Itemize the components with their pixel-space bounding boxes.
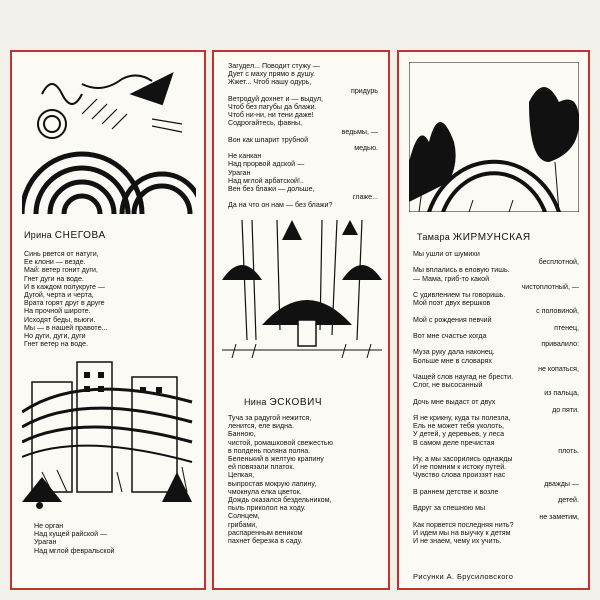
poem-line: Банною, [228, 430, 256, 439]
poem-line: Да на что он нам — без блажи? [228, 201, 333, 210]
column-snegova [10, 50, 206, 590]
poem-line: Я не крикну, куда ты полезла, [413, 414, 511, 423]
poem-line: Мой с рождения певчий [413, 315, 492, 324]
poem-line: У детей, у деревьев, у леса [413, 430, 505, 439]
illustration-storm-city [22, 352, 196, 502]
poem-text-2 [34, 522, 204, 555]
poem-line: И не помним к истоку путей. [413, 463, 507, 472]
poem-line: — Мама, гриб-то какой [413, 274, 490, 283]
author-first-name: Тамара [417, 232, 451, 242]
poem-line: Вдруг за спешною мы [413, 504, 486, 513]
poem-line: Дугой, черта и черта, [24, 291, 94, 300]
poem-line: Мы ушли от шумихи [413, 250, 480, 258]
poem-line: Мой поэт двух вершков [413, 299, 491, 308]
poem-line: Мы — в нашей правоте... [24, 323, 108, 332]
poem-line: бесплотной, [538, 258, 579, 267]
poem-line: Жжет... Чтоб нашу одурь, [228, 78, 312, 87]
poem-line: ленится, еле видна. [228, 422, 294, 431]
poem-line: грибами, [228, 520, 258, 529]
poem-line: пыль приколол на ходу. [228, 504, 306, 513]
poem-line: распаренным веником [228, 528, 303, 537]
author-last-name: ЭСКОВИЧ [269, 397, 323, 408]
poem-line: Туча за радугой нежится, [228, 414, 312, 422]
poem-line: Ель не может тебя уколоть, [413, 422, 504, 431]
poem-line: Муза руку дала наконец. [413, 348, 495, 357]
poem-line: из пальца, [544, 389, 579, 398]
author-name [24, 230, 106, 241]
poem-line: глаже... [352, 193, 378, 202]
poem-line: не заметим, [539, 512, 579, 521]
poem-line: чистой, ромашковой свежестью [228, 438, 333, 447]
poem-line: Май: ветер гонит дуги, [24, 266, 98, 275]
poem-line: Содрогайтесь, фавны, [228, 119, 303, 128]
poem-line: Гнет ветер на воде. [24, 340, 89, 349]
poem-line: пахнет березка в саду. [228, 537, 303, 546]
poem-line: Над мглой арбатской!.. [228, 176, 304, 185]
poem-line: Чтоб без пагубы да блажи. [228, 103, 317, 112]
poem-line: медью. [354, 144, 378, 153]
poem-line: с половиной, [536, 307, 579, 316]
poem-line: Больше мне в словарях [413, 356, 492, 365]
poem-line: В раннем детстве и возле [413, 487, 499, 496]
poem-line: Цепкая, [228, 471, 255, 480]
poem-line: Над мглой февральской [34, 546, 115, 555]
author-last-name: ЖИРМУНСКАЯ [452, 232, 531, 243]
poem-line: придурь [351, 86, 378, 95]
author-first-name: Ирина [24, 230, 52, 240]
poem-line: ей повязали платок. [228, 463, 295, 472]
author-name [244, 397, 322, 408]
poem-line: Мы вплались в еловую тишь. [413, 266, 510, 275]
illustration-rainbow-trees [409, 62, 579, 212]
poem-line: Над кущей райской — [34, 530, 108, 539]
poem-line: детей. [558, 496, 579, 505]
poem-line: привалило: [541, 340, 579, 349]
illustration-rainbow-arcs [22, 64, 196, 214]
poem-line: плоть. [558, 446, 579, 455]
poem-line: И идем мы на выучку к детям [413, 528, 511, 537]
poem-line: Ураган [228, 168, 251, 177]
poem-text [413, 250, 579, 545]
illustration-credit: Рисунки А. Брусиловского [413, 572, 514, 581]
poem-line: птенец, [554, 323, 579, 332]
poem-line: Дует с маху прямо в душу. [228, 70, 316, 79]
poem-line: Врата горят друг в друге [24, 299, 105, 308]
poem-line: В самом деле пречистая [413, 438, 495, 447]
author-name [417, 232, 531, 243]
poem-line: Вон как шпарит трубной [228, 135, 309, 144]
poem-line: Над прорвой адской — [228, 160, 305, 169]
poem-line: Загудел... Поводит стужу — [228, 62, 320, 70]
poem-line: Исходят беды, вьюги. [24, 315, 96, 324]
poem-line: Ураган [34, 538, 57, 547]
poem-line: Ветродуй дохнет и — выдул, [228, 94, 323, 103]
column-eskovich [212, 50, 390, 590]
poem-line: в полдень поляна полна. [228, 446, 311, 455]
poem-line: не копаться, [538, 364, 579, 373]
poem-line: Вен без блажи — дольше, [228, 185, 315, 194]
poem-line: И не знаем, чему их учить. [413, 537, 502, 546]
poem-line: Дождь оказался бездельником, [228, 496, 332, 505]
poem-line: дважды — [544, 479, 579, 488]
poem-line: Вот мне счастье когда [413, 332, 487, 341]
poem-line: выпростав мокрую лапину, [228, 479, 317, 488]
poem-line: Чащей слов наугад не брести. [413, 373, 514, 382]
poem-line: чмокнула елка цветок. [228, 487, 302, 496]
author-first-name: Нина [244, 397, 267, 407]
poem-line: ведьмы, — [341, 127, 378, 136]
poem-line: Слог, не высосанный [413, 381, 483, 390]
poem-text [24, 250, 199, 348]
poem-line: И в каждом полукруге — [24, 282, 105, 291]
poem-line: до пяти. [552, 405, 579, 414]
poem-line: Солнцем, [228, 512, 260, 521]
poem-line: На прочной широте. [24, 307, 91, 316]
poem-line: чистоплотный, — [521, 282, 579, 291]
poem-text-top [228, 62, 378, 210]
poem-line: Гнет дуги на воде. [24, 274, 84, 283]
poem-line: С удивлением ты говоришь. [413, 291, 506, 300]
poem-line: Чувство слова произзят нас [413, 471, 506, 480]
poem-line: Но дуги, дуги, дуги [24, 332, 86, 341]
poem-line: Как порвется последняя нить? [413, 520, 514, 529]
poem-line: Дочь мне выдаст от двух [413, 397, 496, 406]
poem-line: Не канкан [228, 152, 262, 161]
poem-line: Не орган [34, 522, 64, 530]
poem-line: Ее клони — везде. [24, 258, 86, 267]
poem-line: Беленький в желтую крапину [228, 455, 324, 464]
poem-text-bottom [228, 414, 380, 545]
author-last-name: СНЕГОВА [54, 230, 106, 241]
column-zhirmunskaya [397, 50, 590, 590]
bullet-dot [36, 502, 43, 509]
poem-line: Ну, а мы засорились однажды [413, 455, 513, 464]
poem-line: Чтоб ни-ни, ни тени даже! [228, 111, 314, 120]
illustration-forest-mushroom [222, 220, 382, 358]
poem-line: Синь рвется от натуги, [24, 250, 99, 258]
